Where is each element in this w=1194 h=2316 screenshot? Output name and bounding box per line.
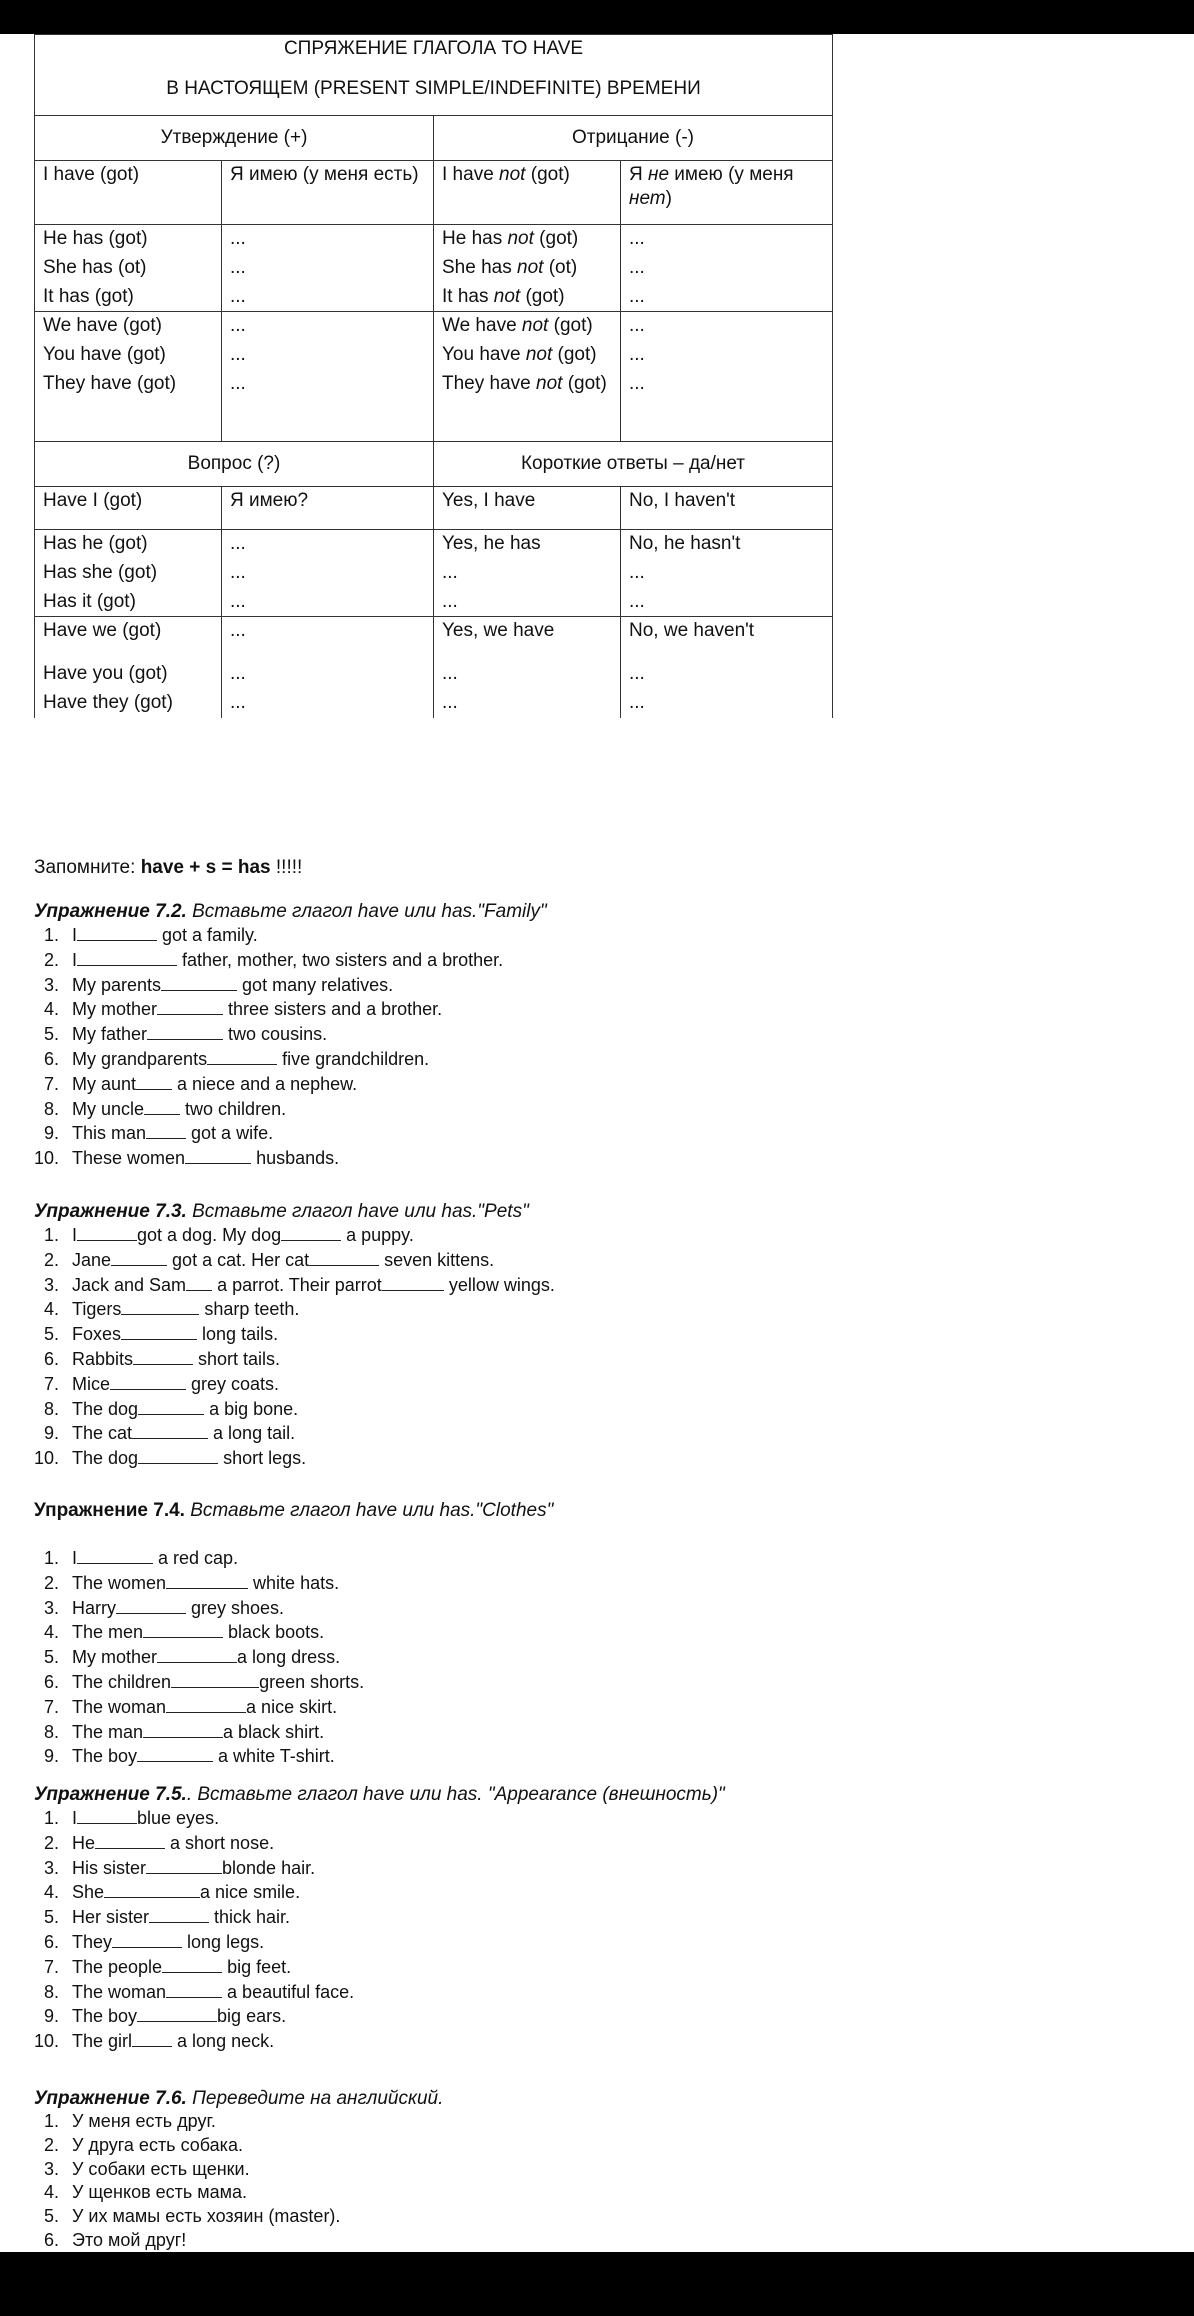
exercise-item: 7. My aunt a niece and a nephew. bbox=[64, 1072, 503, 1097]
table-cell: Я не имею (у меня нет) bbox=[621, 161, 833, 225]
exercise-item: 8. My uncle two children. bbox=[64, 1097, 503, 1122]
answer-blank[interactable] bbox=[77, 1223, 137, 1241]
exercise-title: Упражнение 7.5.. Вставьте глагол have или has. "Appearance (внешность)" bbox=[34, 1784, 725, 1805]
answer-blank[interactable] bbox=[132, 1421, 208, 1439]
exercise-item: 3. У собаки есть щенки. bbox=[64, 2158, 340, 2182]
table-cell: Has he (got) bbox=[35, 530, 222, 559]
answer-blank[interactable] bbox=[161, 973, 237, 991]
exercise-list bbox=[20, 1546, 364, 1769]
answer-blank[interactable] bbox=[77, 948, 177, 966]
table-cell: ... bbox=[222, 341, 434, 370]
table-cell: Have I (got) bbox=[35, 487, 222, 530]
answer-blank[interactable] bbox=[77, 1546, 153, 1564]
table-cell: Have you (got) bbox=[35, 660, 222, 689]
table-cell: ... bbox=[621, 689, 833, 718]
answer-blank[interactable] bbox=[121, 1322, 197, 1340]
answer-blank[interactable] bbox=[185, 1146, 251, 1164]
table-cell: ... bbox=[621, 370, 833, 442]
table-cell: We have not (got) bbox=[434, 312, 621, 341]
exercise-item: 6. They long legs. bbox=[64, 1930, 354, 1955]
table-cell: He has (got) bbox=[35, 225, 222, 254]
answer-blank[interactable] bbox=[104, 1880, 200, 1898]
table-cell: She has not (ot) bbox=[434, 254, 621, 283]
table-cell: You have (got) bbox=[35, 341, 222, 370]
answer-blank[interactable] bbox=[95, 1831, 165, 1849]
exercise-item: 2. Jane got a cat. Her cat seven kittens. bbox=[64, 1248, 555, 1273]
exercise-item: 4. У щенков есть мама. bbox=[64, 2181, 340, 2205]
answer-blank[interactable] bbox=[137, 1744, 213, 1762]
exercise-item: 1. I blue eyes. bbox=[64, 1806, 354, 1831]
table-cell: ... bbox=[434, 689, 621, 718]
table-cell: ... bbox=[222, 370, 434, 442]
exercise-item: 2. The women white hats. bbox=[64, 1571, 364, 1596]
table-cell: ... bbox=[222, 617, 434, 660]
table-cell: ... bbox=[222, 254, 434, 283]
exercise-item: 1. I got a dog. My dog a puppy. bbox=[64, 1223, 555, 1248]
table-cell: We have (got) bbox=[35, 312, 222, 341]
answer-blank[interactable] bbox=[143, 1620, 223, 1638]
exercise-item: 2. He a short nose. bbox=[64, 1831, 354, 1856]
exercise-title: Упражнение 7.3. Вставьте глагол have или has."Pets" bbox=[34, 1201, 529, 1222]
table-cell: ... bbox=[222, 312, 434, 341]
table-cell: ... bbox=[621, 559, 833, 588]
exercise-title: Упражнение 7.2. Вставьте глагол have или has."Family" bbox=[34, 901, 547, 922]
answer-blank[interactable] bbox=[111, 1248, 167, 1266]
header-negative: Отрицание (-) bbox=[434, 116, 833, 161]
table-cell: It has (got) bbox=[35, 283, 222, 312]
answer-blank[interactable] bbox=[77, 1806, 137, 1824]
exercise-item: 1. У меня есть друг. bbox=[64, 2110, 340, 2134]
header-affirmative: Утверждение (+) bbox=[35, 116, 434, 161]
table-cell: No, he hasn't bbox=[621, 530, 833, 559]
table-cell: You have not (got) bbox=[434, 341, 621, 370]
answer-blank[interactable] bbox=[166, 1571, 248, 1589]
table-cell: I have (got) bbox=[35, 161, 222, 225]
answer-blank[interactable] bbox=[281, 1223, 341, 1241]
conjugation-table bbox=[34, 34, 833, 718]
exercise-item: 8. The dog a big bone. bbox=[64, 1397, 555, 1422]
exercise-item: 9. The cat a long tail. bbox=[64, 1421, 555, 1446]
answer-blank[interactable] bbox=[121, 1297, 199, 1315]
exercise-item: 1. I a red cap. bbox=[64, 1546, 364, 1571]
table-cell: ... bbox=[621, 312, 833, 341]
table-cell: ... bbox=[222, 559, 434, 588]
exercise-item: 5. Her sister thick hair. bbox=[64, 1905, 354, 1930]
exercise-item: 6. Это мой друг! bbox=[64, 2229, 340, 2253]
answer-blank[interactable] bbox=[136, 1072, 172, 1090]
table-cell: ... bbox=[222, 530, 434, 559]
answer-blank[interactable] bbox=[157, 997, 223, 1015]
table-cell: It has not (got) bbox=[434, 283, 621, 312]
answer-blank[interactable] bbox=[146, 1856, 222, 1874]
exercise-title: Упражнение 7.6. Переведите на английский. bbox=[34, 2088, 444, 2109]
exercise-item: 7. The woman a nice skirt. bbox=[64, 1695, 364, 1720]
answer-blank[interactable] bbox=[138, 1397, 204, 1415]
answer-blank[interactable] bbox=[166, 1980, 222, 1998]
exercise-item: 2. I father, mother, two sisters and a brother. bbox=[64, 948, 503, 973]
exercise-item: 7. The people big feet. bbox=[64, 1955, 354, 1980]
table-cell: He has not (got) bbox=[434, 225, 621, 254]
answer-blank[interactable] bbox=[143, 1720, 223, 1738]
exercise-item: 4. Tigers sharp teeth. bbox=[64, 1297, 555, 1322]
exercise-item: 9. The boy a white T-shirt. bbox=[64, 1744, 364, 1769]
answer-blank[interactable] bbox=[147, 1022, 223, 1040]
exercise-item: 5. У их мамы есть хозяин (master). bbox=[64, 2205, 340, 2229]
exercise-item: 3. Harry grey shoes. bbox=[64, 1596, 364, 1621]
answer-blank[interactable] bbox=[166, 1695, 246, 1713]
table-cell: Has she (got) bbox=[35, 559, 222, 588]
exercise-item: 4. The men black boots. bbox=[64, 1620, 364, 1645]
exercise-item: 5. My father two cousins. bbox=[64, 1022, 503, 1047]
remember-note: Запомните: have + s = has !!!!! bbox=[34, 857, 303, 878]
table-cell: No, we haven't bbox=[621, 617, 833, 660]
exercise-list bbox=[20, 1806, 354, 2054]
table-cell: She has (ot) bbox=[35, 254, 222, 283]
exercise-item: 1. I got a family. bbox=[64, 923, 503, 948]
table-cell: No, I haven't bbox=[621, 487, 833, 530]
table-cell: Yes, we have bbox=[434, 617, 621, 660]
answer-blank[interactable] bbox=[116, 1596, 186, 1614]
answer-blank[interactable] bbox=[149, 1905, 209, 1923]
answer-blank[interactable] bbox=[207, 1047, 277, 1065]
answer-blank[interactable] bbox=[146, 1121, 186, 1139]
table-cell: Yes, I have bbox=[434, 487, 621, 530]
table-cell: Has it (got) bbox=[35, 588, 222, 617]
table-cell: Have they (got) bbox=[35, 689, 222, 718]
table-cell: They have (got) bbox=[35, 370, 222, 442]
answer-blank[interactable] bbox=[112, 1930, 182, 1948]
answer-blank[interactable] bbox=[77, 923, 157, 941]
answer-blank[interactable] bbox=[171, 1670, 259, 1688]
exercise-title: Упражнение 7.4. Вставьте глагол have или has."Clothes" bbox=[34, 1500, 554, 1521]
table-cell: ... bbox=[222, 283, 434, 312]
exercise-item: 8. The man a black shirt. bbox=[64, 1720, 364, 1745]
table-cell: ... bbox=[222, 225, 434, 254]
table-cell: I have not (got) bbox=[434, 161, 621, 225]
table-cell: Я имею (у меня есть) bbox=[222, 161, 434, 225]
exercise-item: 3. My parents got many relatives. bbox=[64, 973, 503, 998]
table-cell: Yes, he has bbox=[434, 530, 621, 559]
answer-blank[interactable] bbox=[138, 1446, 218, 1464]
table-cell: ... bbox=[222, 689, 434, 718]
answer-blank[interactable] bbox=[157, 1645, 237, 1663]
exercise-item: 6. The children green shorts. bbox=[64, 1670, 364, 1695]
answer-blank[interactable] bbox=[110, 1372, 186, 1390]
table-title: В НАСТОЯЩЕМ (PRESENT SIMPLE/INDEFINITE) ВРЕМЕНИ bbox=[35, 75, 833, 116]
table-cell: ... bbox=[621, 660, 833, 689]
answer-blank[interactable] bbox=[186, 1273, 212, 1291]
exercise-item: 4. My mother three sisters and a brother. bbox=[64, 997, 503, 1022]
answer-blank[interactable] bbox=[133, 1347, 193, 1365]
table-cell: Have we (got) bbox=[35, 617, 222, 660]
answer-blank[interactable] bbox=[144, 1097, 180, 1115]
exercise-item: 9. This man got a wife. bbox=[64, 1121, 503, 1146]
table-cell: ... bbox=[621, 225, 833, 254]
table-cell: ... bbox=[434, 660, 621, 689]
exercise-item: 9. The boy big ears. bbox=[64, 2004, 354, 2029]
exercise-item: 7. Mice grey coats. bbox=[64, 1372, 555, 1397]
exercise-item: 5. My mother a long dress. bbox=[64, 1645, 364, 1670]
exercise-item: 8. The woman a beautiful face. bbox=[64, 1980, 354, 2005]
exercise-item: 3. His sister blonde hair. bbox=[64, 1856, 354, 1881]
table-cell: ... bbox=[621, 254, 833, 283]
table-cell: ... bbox=[621, 588, 833, 617]
answer-blank[interactable] bbox=[137, 2004, 217, 2022]
table-cell: ... bbox=[621, 283, 833, 312]
table-cell: ... bbox=[222, 660, 434, 689]
exercise-item: 10. These women husbands. bbox=[64, 1146, 503, 1171]
table-cell: They have not (got) bbox=[434, 370, 621, 442]
exercise-item: 6. My grandparents five grandchildren. bbox=[64, 1047, 503, 1072]
exercise-item: 2. У друга есть собака. bbox=[64, 2134, 340, 2158]
answer-blank[interactable] bbox=[162, 1955, 222, 1973]
exercise-list bbox=[20, 1223, 555, 1471]
exercise-item: 4. She a nice smile. bbox=[64, 1880, 354, 1905]
exercise-item: 6. Rabbits short tails. bbox=[64, 1347, 555, 1372]
exercise-item: 3. Jack and Sam a parrot. Their parrot yellow wings. bbox=[64, 1273, 555, 1298]
table-title: СПРЯЖЕНИЕ ГЛАГОЛА TO HAVE bbox=[35, 35, 833, 76]
answer-blank[interactable] bbox=[382, 1273, 444, 1291]
table-cell: ... bbox=[222, 588, 434, 617]
table-cell: ... bbox=[621, 341, 833, 370]
answer-blank[interactable] bbox=[309, 1248, 379, 1266]
worksheet-page bbox=[0, 34, 1194, 2252]
table-cell: Я имею? bbox=[222, 487, 434, 530]
header-question: Вопрос (?) bbox=[35, 442, 434, 487]
exercise-item: 10. The dog short legs. bbox=[64, 1446, 555, 1471]
exercise-item: 5. Foxes long tails. bbox=[64, 1322, 555, 1347]
exercise-item: 10. The girl a long neck. bbox=[64, 2029, 354, 2054]
table-cell: ... bbox=[434, 588, 621, 617]
table-cell: ... bbox=[434, 559, 621, 588]
header-short-answers: Короткие ответы – да/нет bbox=[434, 442, 833, 487]
exercise-list bbox=[20, 923, 503, 1171]
exercise-list bbox=[20, 2110, 340, 2253]
answer-blank[interactable] bbox=[132, 2029, 172, 2047]
